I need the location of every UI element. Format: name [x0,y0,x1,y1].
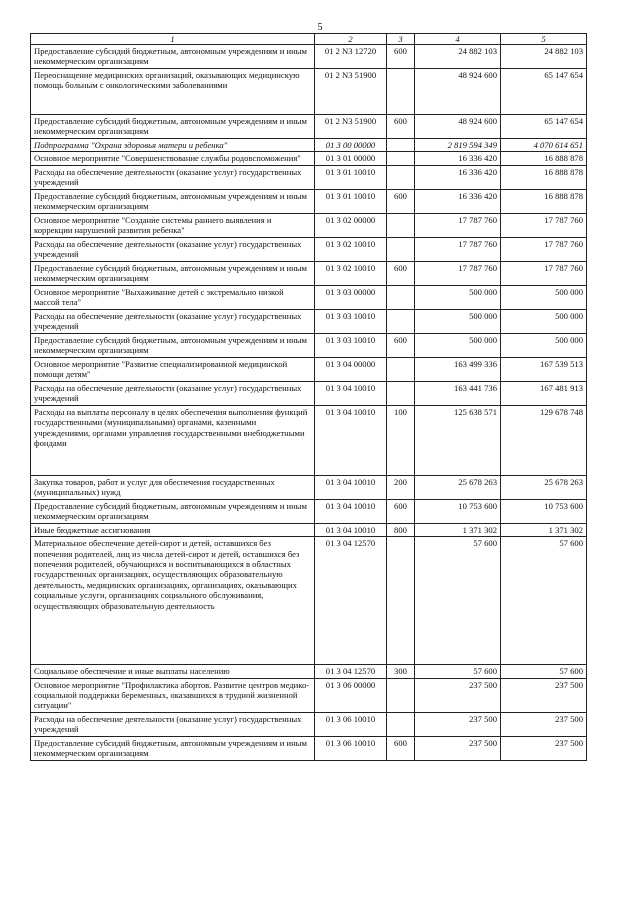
table-row [31,189,587,213]
row-amount-year1-cell: 57 600 [415,537,501,665]
row-name-cell: Переоснащение медицинских организаций, оказывающих медицинскую помощь больным с онкологическими заболеваниями [31,68,315,114]
row-amount-year1-cell: 237 500 [415,736,501,760]
row-amount-year2-cell: 237 500 [501,712,587,736]
row-amount-year2-cell: 10 753 600 [501,499,587,523]
row-amount-year1-cell: 17 787 760 [415,237,501,261]
table-row [31,405,587,475]
row-code-cell: 01 3 06 10010 [315,712,387,736]
row-code-cell: 01 3 04 10010 [315,475,387,499]
row-code-cell: 01 3 03 10010 [315,309,387,333]
row-code-cell: 01 3 02 10010 [315,237,387,261]
row-type-cell: 600 [387,499,415,523]
table-row [31,475,587,499]
table-row [31,114,587,138]
row-type-cell [387,285,415,309]
row-name-cell: Закупка товаров, работ и услуг для обеспечения государственных (муниципальных) нужд [31,475,315,499]
row-amount-year2-cell: 57 600 [501,537,587,665]
row-type-cell [387,213,415,237]
row-amount-year2-cell: 17 787 760 [501,261,587,285]
row-name-cell: Предоставление субсидий бюджетным, автономным учреждениям и иным некоммерческим организациям [31,499,315,523]
row-amount-year1-cell: 237 500 [415,712,501,736]
table-row [31,333,587,357]
table-header-row [31,34,587,45]
page-number: 5 [317,22,323,33]
row-name-cell: Предоставление субсидий бюджетным, автономным учреждениям и иным некоммерческим организациям [31,189,315,213]
row-type-cell [387,678,415,712]
table-row [31,285,587,309]
row-amount-year1-cell: 48 924 600 [415,68,501,114]
row-code-cell: 01 3 01 10010 [315,189,387,213]
table-row [31,237,587,261]
table-row [31,261,587,285]
row-name-cell: Расходы на обеспечение деятельности (оказание услуг) государственных учреждений [31,237,315,261]
row-type-cell [387,537,415,665]
row-amount-year2-cell: 1 371 302 [501,523,587,536]
row-type-cell [387,309,415,333]
column-header-year1: 4 [415,34,501,45]
row-amount-year2-cell: 16 888 878 [501,189,587,213]
budget-table [30,33,587,761]
row-name-cell: Расходы на обеспечение деятельности (оказание услуг) государственных учреждений [31,165,315,189]
row-amount-year2-cell: 65 147 654 [501,114,587,138]
row-name-cell: Основное мероприятие "Выхаживание детей с экстремально низкой массой тела" [31,285,315,309]
row-type-cell [387,381,415,405]
row-name-cell: Предоставление субсидий бюджетным, автономным учреждениям и иным некоммерческим организациям [31,114,315,138]
row-type-cell: 600 [387,189,415,213]
row-name-cell: Социальное обеспечение и иные выплаты населению [31,665,315,678]
row-name-cell: Расходы на выплаты персоналу в целях обеспечения выполнения функций государственными (муниципальными) органами, казенными учреждениями, органами управления государственными внебюджетными фондами [31,405,315,475]
row-name-cell: Основное мероприятие "Совершенствование службы родовспоможения" [31,152,315,165]
row-amount-year1-cell: 500 000 [415,285,501,309]
row-type-cell [387,68,415,114]
row-amount-year2-cell: 25 678 263 [501,475,587,499]
table-row [31,152,587,165]
row-amount-year1-cell: 2 819 594 349 [415,138,501,151]
row-code-cell: 01 2 N3 12720 [315,45,387,69]
row-type-cell [387,712,415,736]
row-amount-year1-cell: 500 000 [415,309,501,333]
column-header-code: 2 [315,34,387,45]
row-code-cell: 01 3 03 00000 [315,285,387,309]
row-name-cell: Иные бюджетные ассигнования [31,523,315,536]
row-name-cell: Предоставление субсидий бюджетным, автономным учреждениям и иным некоммерческим организациям [31,261,315,285]
row-name-cell: Расходы на обеспечение деятельности (оказание услуг) государственных учреждений [31,712,315,736]
column-header-name: 1 [31,34,315,45]
row-amount-year1-cell: 25 678 263 [415,475,501,499]
row-amount-year1-cell: 16 336 420 [415,189,501,213]
table-row [31,213,587,237]
row-amount-year1-cell: 16 336 420 [415,152,501,165]
row-amount-year1-cell: 17 787 760 [415,213,501,237]
row-code-cell: 01 3 03 10010 [315,333,387,357]
row-amount-year2-cell: 237 500 [501,678,587,712]
table-body [31,45,587,761]
row-amount-year1-cell: 48 924 600 [415,114,501,138]
row-amount-year1-cell: 17 787 760 [415,261,501,285]
row-code-cell: 01 3 04 10010 [315,523,387,536]
row-amount-year1-cell: 163 499 336 [415,357,501,381]
row-code-cell: 01 3 04 10010 [315,381,387,405]
row-name-cell: Расходы на обеспечение деятельности (оказание услуг) государственных учреждений [31,309,315,333]
column-header-year2: 5 [501,34,587,45]
table-row [31,665,587,678]
row-amount-year2-cell: 129 678 748 [501,405,587,475]
row-code-cell: 01 3 04 12570 [315,665,387,678]
row-amount-year1-cell: 24 882 103 [415,45,501,69]
row-type-cell: 100 [387,405,415,475]
table-row [31,45,587,69]
table-row [31,678,587,712]
row-name-cell: Подпрограмма "Охрана здоровья матери и ребенка" [31,138,315,151]
table-row [31,537,587,665]
row-code-cell: 01 3 02 00000 [315,213,387,237]
row-type-cell: 600 [387,333,415,357]
row-amount-year2-cell: 167 481 913 [501,381,587,405]
table-row [31,381,587,405]
row-type-cell: 600 [387,261,415,285]
row-type-cell [387,138,415,151]
row-amount-year1-cell: 10 753 600 [415,499,501,523]
row-amount-year2-cell: 500 000 [501,285,587,309]
table-row [31,523,587,536]
row-type-cell: 200 [387,475,415,499]
row-amount-year2-cell: 500 000 [501,309,587,333]
row-code-cell: 01 3 04 10010 [315,499,387,523]
row-amount-year1-cell: 16 336 420 [415,165,501,189]
row-code-cell: 01 3 04 00000 [315,357,387,381]
row-amount-year1-cell: 125 638 571 [415,405,501,475]
table-row [31,736,587,760]
row-amount-year2-cell: 4 070 614 651 [501,138,587,151]
row-code-cell: 01 2 N3 51900 [315,114,387,138]
table-row [31,499,587,523]
row-name-cell: Основное мероприятие "Развитие специализированной медицинской помощи детям" [31,357,315,381]
column-header-type: 3 [387,34,415,45]
row-code-cell: 01 3 06 10010 [315,736,387,760]
row-code-cell: 01 3 04 12570 [315,537,387,665]
row-amount-year1-cell: 500 000 [415,333,501,357]
table-row [31,68,587,114]
row-name-cell: Основное мероприятие "Профилактика абортов. Развитие центров медико-социальной поддержки беременных, оказавшихся в трудной жизненной ситуации" [31,678,315,712]
row-type-cell: 600 [387,736,415,760]
table-row [31,712,587,736]
row-name-cell: Материальное обеспечение детей-сирот и детей, оставшихся без попечения родителей, лиц из числа детей-сирот и детей, оставшихся без попечения родителей, обучающихся и воспитывающихся в областных государственных организациях, осуществляющих образовательную деятельность, медицинских организациях, организациях, оказывающих социальные услуги, организациях социального обслуживания, осуществляющих образовательную деятельность [31,537,315,665]
row-amount-year1-cell: 57 600 [415,665,501,678]
row-type-cell [387,165,415,189]
row-name-cell: Расходы на обеспечение деятельности (оказание услуг) государственных учреждений [31,381,315,405]
row-code-cell: 01 3 01 10010 [315,165,387,189]
row-type-cell: 300 [387,665,415,678]
row-amount-year2-cell: 65 147 654 [501,68,587,114]
row-type-cell: 800 [387,523,415,536]
row-code-cell: 01 3 04 10010 [315,405,387,475]
row-type-cell [387,237,415,261]
row-amount-year2-cell: 16 888 878 [501,165,587,189]
row-code-cell: 01 3 02 10010 [315,261,387,285]
row-amount-year2-cell: 24 882 103 [501,45,587,69]
row-amount-year2-cell: 500 000 [501,333,587,357]
row-amount-year1-cell: 1 371 302 [415,523,501,536]
row-name-cell: Предоставление субсидий бюджетным, автономным учреждениям и иным некоммерческим организациям [31,45,315,69]
row-type-cell [387,152,415,165]
row-code-cell: 01 3 00 00000 [315,138,387,151]
row-amount-year1-cell: 163 441 736 [415,381,501,405]
row-amount-year2-cell: 237 500 [501,736,587,760]
row-name-cell: Предоставление субсидий бюджетным, автономным учреждениям и иным некоммерческим организациям [31,333,315,357]
row-amount-year2-cell: 167 539 513 [501,357,587,381]
row-code-cell: 01 2 N3 51900 [315,68,387,114]
table-row [31,309,587,333]
row-type-cell: 600 [387,114,415,138]
row-name-cell: Предоставление субсидий бюджетным, автономным учреждениям и иным некоммерческим организациям [31,736,315,760]
row-type-cell [387,357,415,381]
row-amount-year2-cell: 17 787 760 [501,213,587,237]
row-amount-year2-cell: 57 600 [501,665,587,678]
row-amount-year2-cell: 17 787 760 [501,237,587,261]
row-name-cell: Основное мероприятие "Создание системы раннего выявления и коррекции нарушений развития ребенка" [31,213,315,237]
table-row [31,165,587,189]
row-type-cell: 600 [387,45,415,69]
table-row [31,357,587,381]
row-amount-year1-cell: 237 500 [415,678,501,712]
row-code-cell: 01 3 06 00000 [315,678,387,712]
row-amount-year2-cell: 16 888 878 [501,152,587,165]
table-row [31,138,587,151]
row-code-cell: 01 3 01 00000 [315,152,387,165]
